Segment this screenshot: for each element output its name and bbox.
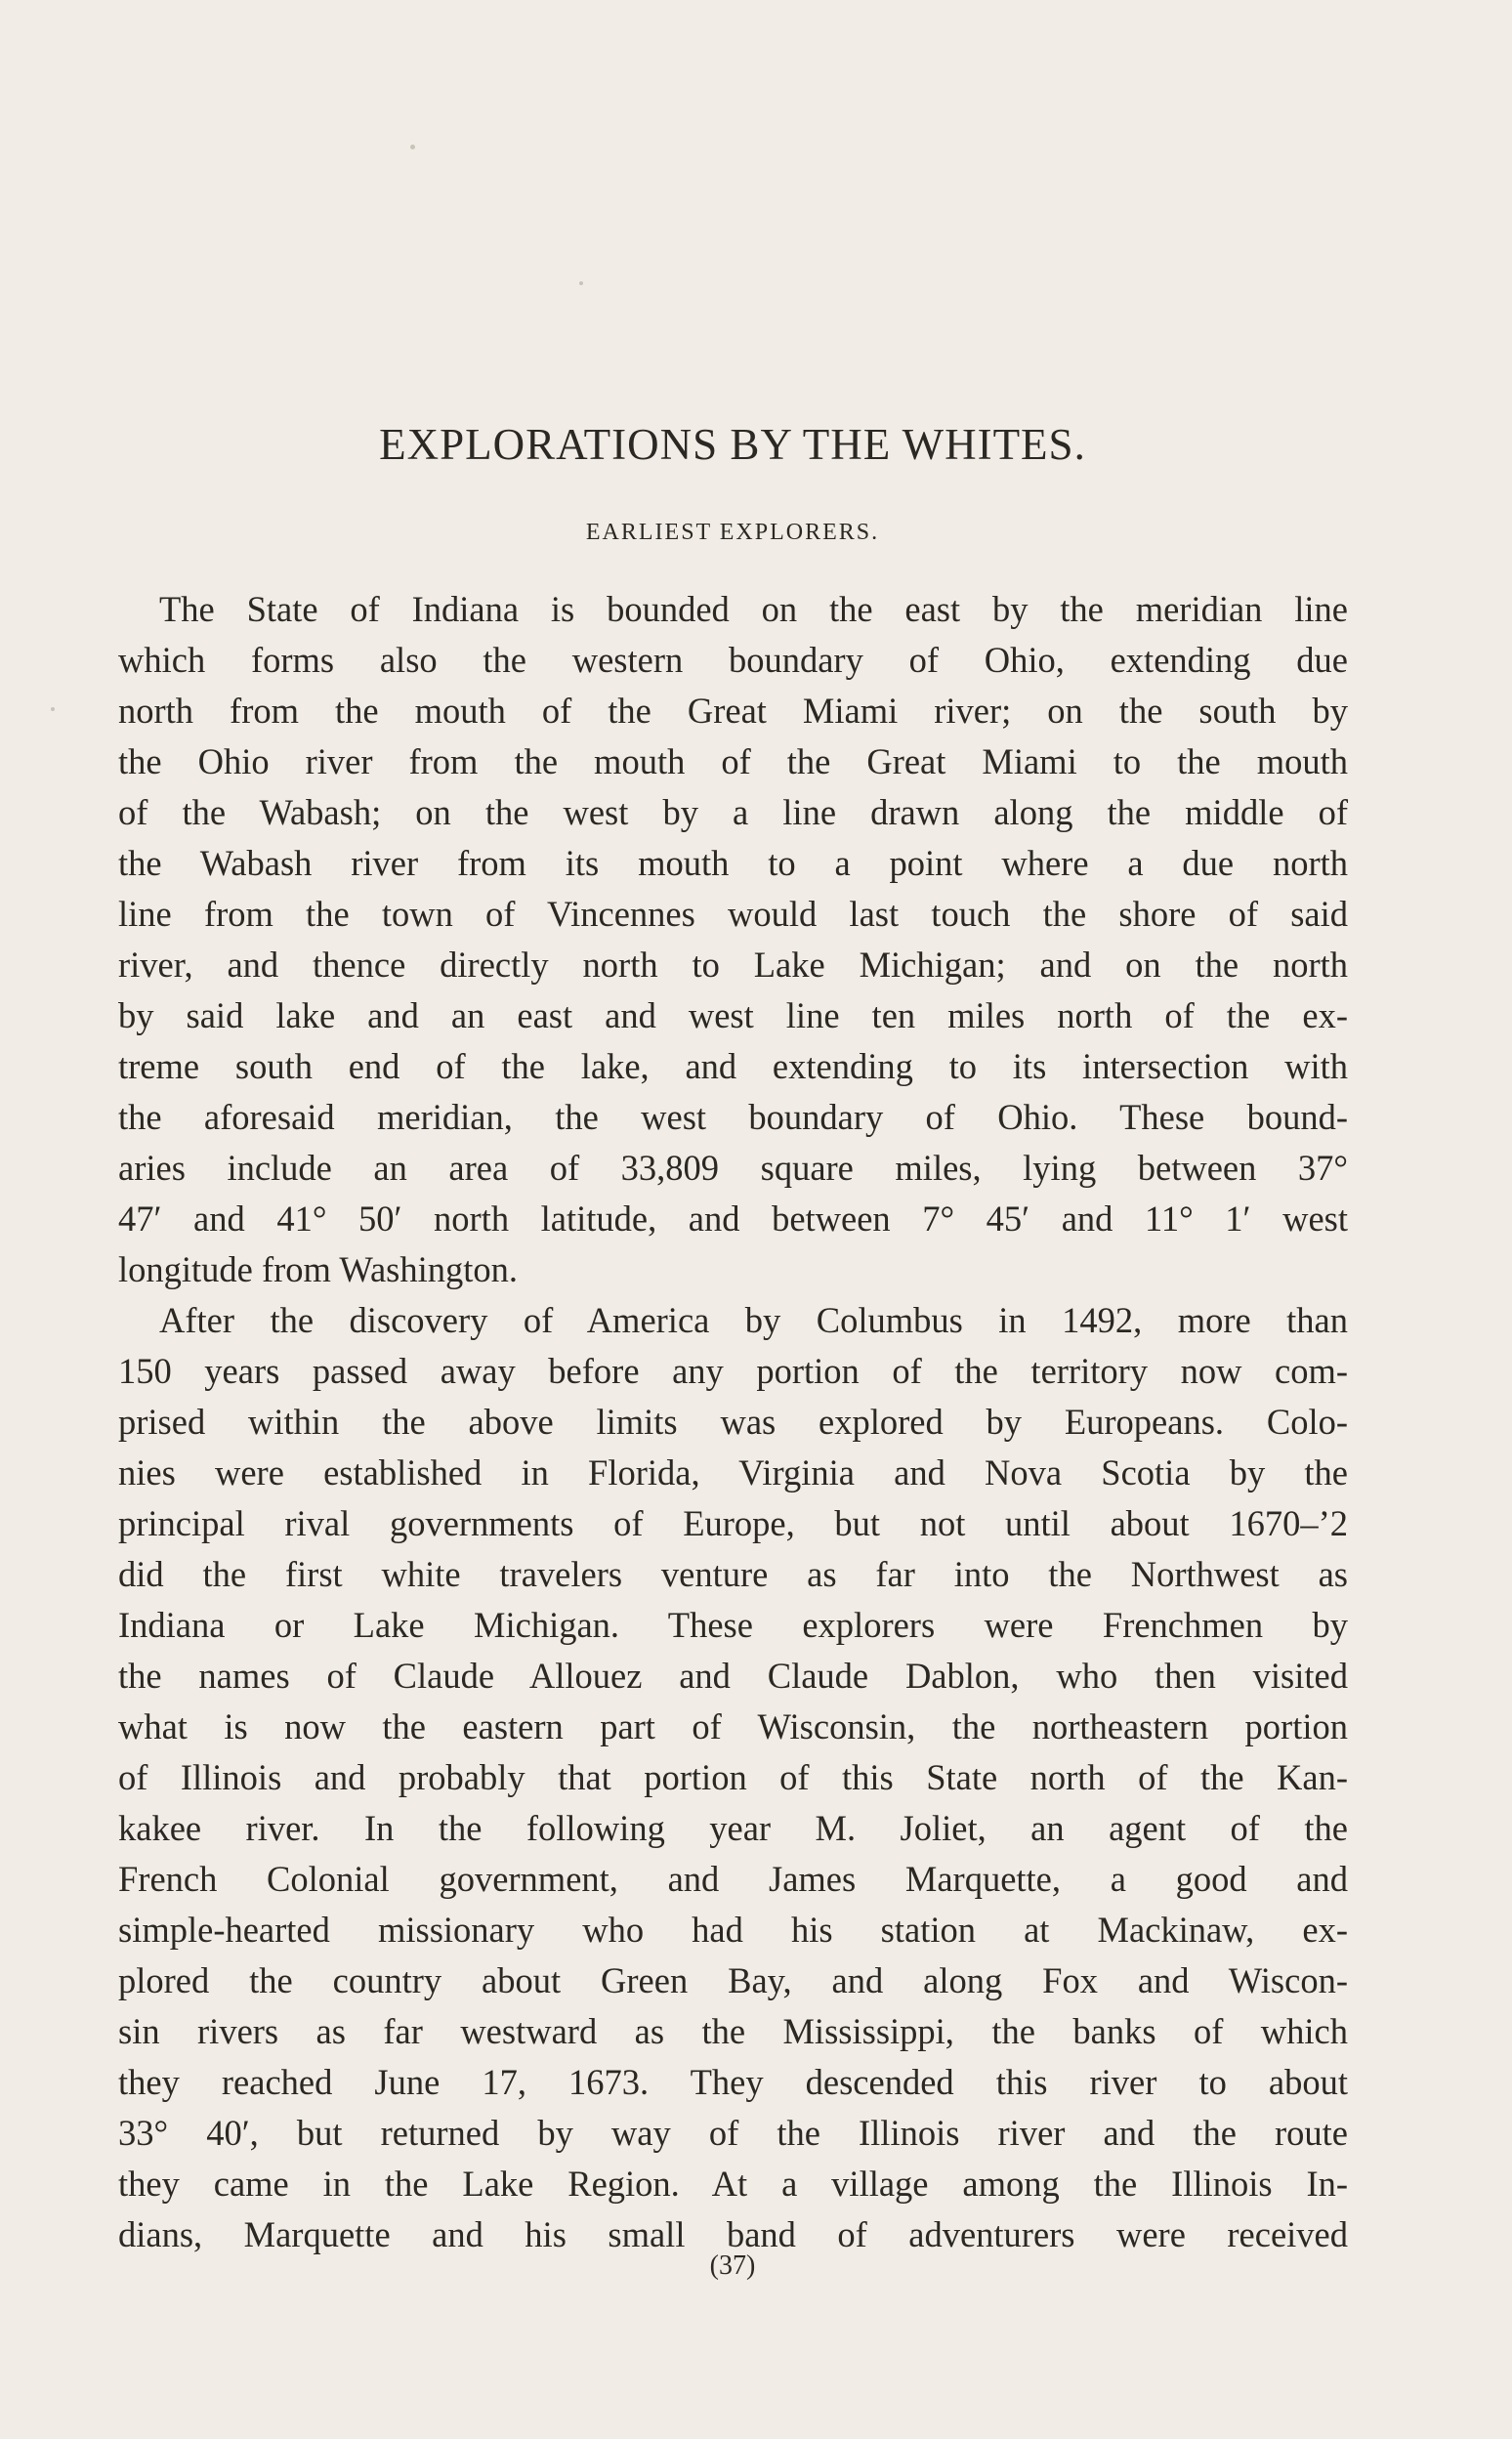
text-line: of Illinois and probably that portion of this State north of the Kan- [118,1757,1348,1797]
text-line: did the first white travelers venture as far into the Northwest as [118,1554,1348,1594]
text-line: longitude from Washington. [118,1249,519,1289]
text-line: of the Wabash; on the west by a line drawn along the middle of [118,792,1348,832]
text-line: 150 years passed away before any portion of the territory now com- [118,1351,1348,1391]
text-line: river, and thence directly north to Lake Michigan; and on the north [118,945,1348,985]
text-line: 33° 40′, but returned by way of the Illinois river and the route [118,2113,1348,2153]
text-line: French Colonial government, and James Marquette, a good and [118,1859,1348,1899]
text-line: line from the town of Vincennes would last touch the shore of said [118,894,1348,934]
text-line: nies were established in Florida, Virginia and Nova Scotia by the [118,1452,1348,1493]
text-line: After the discovery of America by Columbus in 1492, more than [159,1300,1348,1340]
section-heading: EARLIEST EXPLORERS. [585,520,880,545]
text-line: which forms also the western boundary of Ohio, extending due [118,640,1348,680]
text-line: dians, Marquette and his small band of adventurers were received [118,2214,1348,2254]
text-line: prised within the above limits was explored by Europeans. Colo- [118,1402,1348,1442]
paper-speck [51,707,55,711]
text-line: the names of Claude Allouez and Claude Dablon, who then visited [118,1656,1348,1696]
text-line: aries include an area of 33,809 square miles, lying between 37° [118,1148,1348,1188]
paper-speck [410,145,415,149]
page-number: (37) [709,2250,756,2281]
text-line: the Ohio river from the mouth of the Great Miami to the mouth [118,741,1348,781]
text-line: plored the country about Green Bay, and along Fox and Wiscon- [118,1960,1348,2000]
chapter-title: EXPLORATIONS BY THE WHITES. [379,420,1086,469]
text-line: by said lake and an east and west line ten miles north of the ex- [118,995,1348,1035]
text-line: treme south end of the lake, and extending to its intersection with [118,1046,1348,1086]
text-line: the aforesaid meridian, the west boundary of Ohio. These bound- [118,1097,1348,1137]
text-line: Indiana or Lake Michigan. These explorers were Frenchmen by [118,1605,1348,1645]
text-line: simple-hearted missionary who had his station at Mackinaw, ex- [118,1910,1348,1950]
text-line: kakee river. In the following year M. Joliet, an agent of the [118,1808,1348,1848]
text-line: north from the mouth of the Great Miami river; on the south by [118,691,1348,731]
text-line: they reached June 17, 1673. They descended this river to about [118,2062,1348,2102]
text-line: they came in the Lake Region. At a village among the Illinois In- [118,2164,1348,2204]
text-line: 47′ and 41° 50′ north latitude, and between 7° 45′ and 11° 1′ west [118,1198,1348,1239]
text-line: The State of Indiana is bounded on the east by the meridian line [159,589,1348,629]
body-text [118,584,1348,2260]
paper-speck [579,281,583,285]
text-line: sin rivers as far westward as the Mississippi, the banks of which [118,2011,1348,2051]
text-line: principal rival governments of Europe, but not until about 1670–’2 [118,1503,1348,1543]
text-line: what is now the eastern part of Wisconsin, the northeastern portion [118,1706,1348,1746]
text-line: the Wabash river from its mouth to a point where a due north [118,843,1348,883]
